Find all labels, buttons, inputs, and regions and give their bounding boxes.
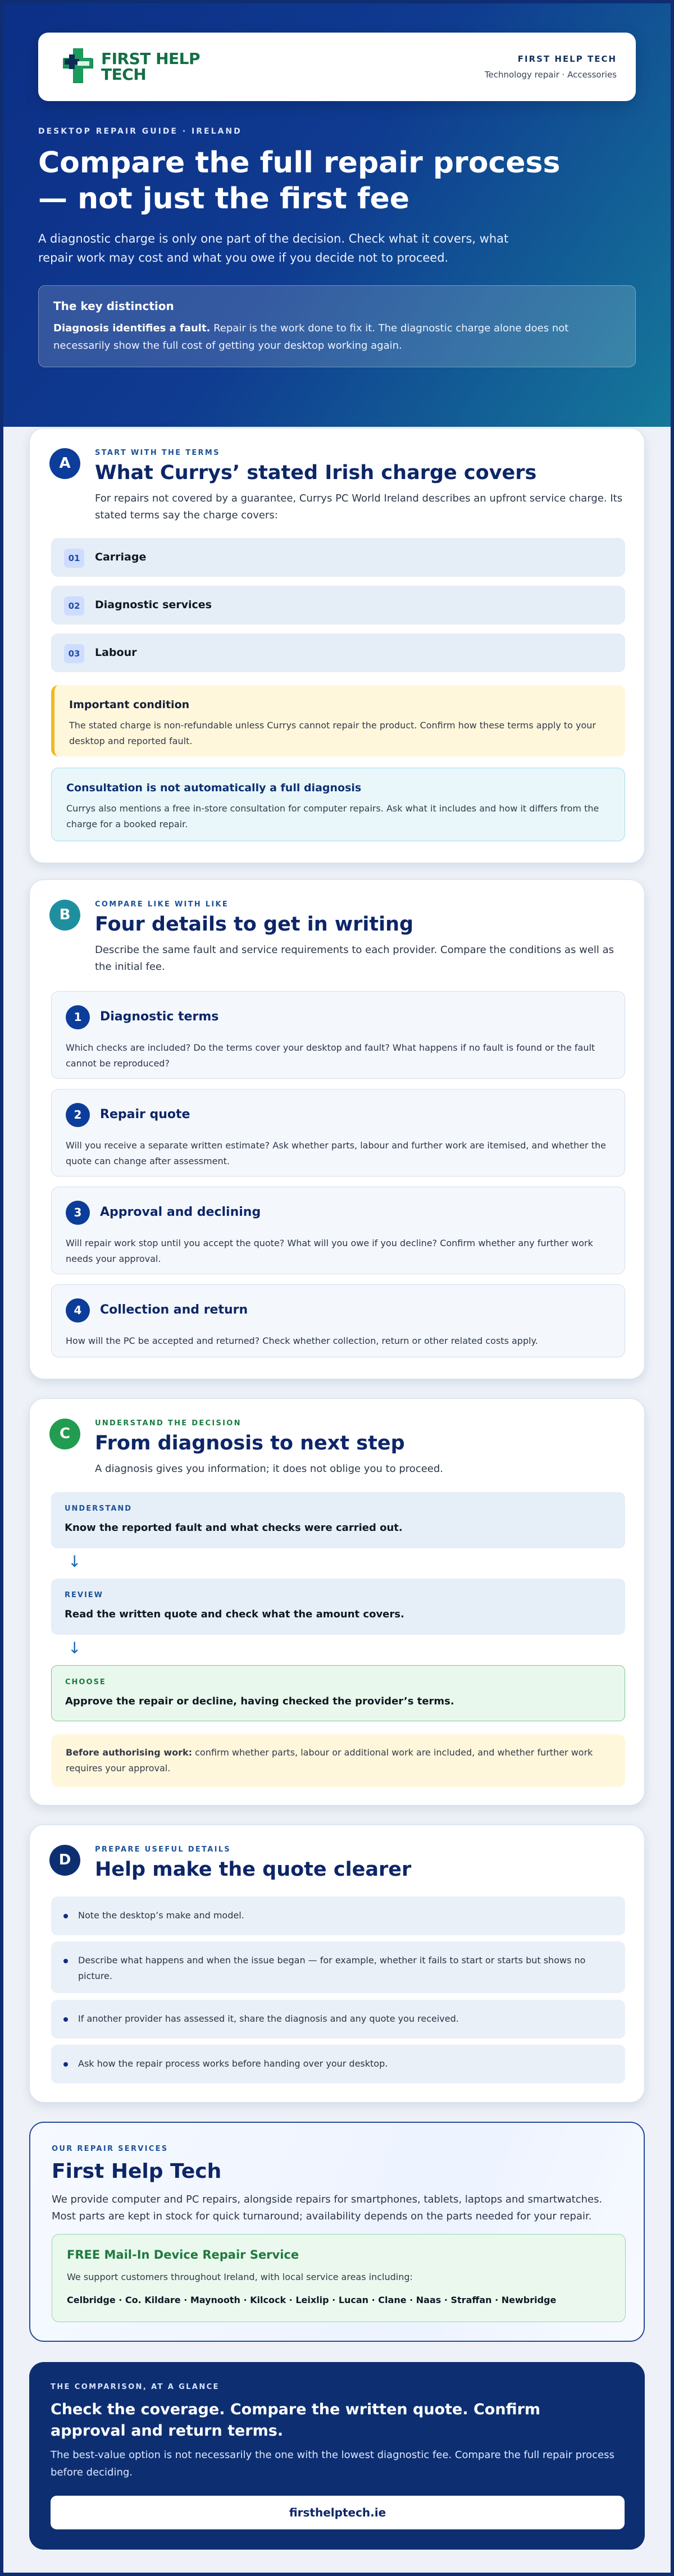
consultation-text: Currys also mentions a free in-store consultation for computer repairs. Ask what it includes and how it differs from the charge for a booked repair.	[66, 803, 599, 829]
decision-step-choose	[51, 1665, 625, 1721]
quote-tip	[51, 2000, 625, 2039]
detail-number: 4	[66, 1298, 90, 1323]
section-c-title: From diagnosis to next step	[95, 1432, 405, 1455]
quote-tip	[51, 2045, 625, 2083]
section-d-kicker: PREPARE USEFUL DETAILS	[95, 1845, 231, 1854]
hero-intro: A diagnostic charge is only one part of the decision. Check what it covers, what repair work may cost and what you owe if you decide not to proceed.	[38, 232, 509, 265]
section-d	[29, 1825, 645, 2103]
section-a	[29, 428, 645, 863]
section-c	[29, 1398, 645, 1806]
detail-text: Will you receive a separate written estimate? Ask whether parts, labour and further work are itemised, and whether the quote can change after assessment.	[66, 1140, 606, 1166]
section-b-title: Four details to get in writing	[95, 913, 414, 936]
mail-in-service-title: FREE Mail-In Device Repair Service	[67, 2248, 299, 2262]
coverage-label: Diagnostic services	[95, 599, 212, 611]
first-help-tech-logo[interactable]	[61, 47, 201, 87]
coverage-item-diagnostic-services	[51, 586, 625, 624]
coverage-label: Carriage	[95, 551, 147, 563]
coverage-number: 02	[64, 596, 84, 615]
key-distinction-emphasis: Diagnosis identifies a fault.	[53, 322, 211, 334]
coverage-number: 01	[64, 549, 84, 568]
section-c-kicker: UNDERSTAND THE DECISION	[95, 1419, 242, 1428]
section-c-lead: A diagnosis gives you information; it does not oblige you to proceed.	[95, 1463, 444, 1475]
quote-tip-text: Note the desktop’s make and model.	[78, 1910, 244, 1921]
bullet-icon	[63, 2017, 68, 2022]
summary-text: The best-value option is not necessarily the one with the lowest diagnostic fee. Compare the full repair process before deciding.	[51, 2449, 614, 2478]
before-authorising-body: confirm whether parts, labour or additional work are included, and whether further work requires your approval.	[66, 1747, 593, 1773]
quote-tip	[51, 1941, 625, 1993]
website-button[interactable]: firsthelptech.ie	[51, 2496, 625, 2529]
step-text: Know the reported fault and what checks were carried out.	[65, 1522, 403, 1534]
hero-section	[0, 0, 674, 427]
important-condition-callout	[51, 685, 625, 756]
detail-number: 2	[66, 1103, 90, 1127]
section-c-badge: C	[49, 1419, 80, 1449]
section-d-title: Help make the quote clearer	[95, 1858, 412, 1881]
header-brand	[485, 54, 617, 80]
quote-tip-text: If another provider has assessed it, share the diagnosis and any quote you received.	[78, 2013, 459, 2024]
key-distinction-title: The key distinction	[53, 299, 174, 313]
detail-heading: Collection and return	[100, 1303, 248, 1317]
medical-cross-logo-icon	[61, 47, 95, 85]
section-a-title: What Currys’ stated Irish charge covers	[95, 462, 537, 484]
step-kicker: UNDERSTAND	[65, 1504, 133, 1513]
header-tagline: Technology repair · Accessories	[484, 70, 617, 80]
key-distinction-text	[53, 320, 598, 354]
quote-tip-text: Describe what happens and when the issue began — for example, whether it fails to start or starts but shows no picture.	[78, 1955, 586, 1981]
coverage-number: 03	[64, 644, 84, 663]
detail-heading: Diagnostic terms	[100, 1010, 219, 1024]
before-authorising-text	[66, 1745, 605, 1776]
consultation-callout	[51, 768, 625, 841]
consultation-title: Consultation is not automatically a full diagnosis	[66, 782, 362, 794]
section-b-lead: Describe the same fault and service requirements to each provider. Compare the conditions as well as the initial fee.	[95, 944, 614, 973]
before-authorising-callout	[51, 1734, 625, 1787]
detail-card-repair-quote	[51, 1089, 625, 1177]
page-title: Compare the full repair process — not just the first fee	[38, 146, 561, 216]
important-condition-title: Important condition	[69, 699, 190, 711]
quote-tip	[51, 1896, 625, 1935]
section-a-badge: A	[49, 448, 80, 479]
detail-number: 3	[66, 1201, 90, 1225]
bullet-icon	[63, 2062, 68, 2067]
header-brand-name: FIRST HELP TECH	[517, 54, 617, 64]
site-header	[38, 33, 636, 101]
down-arrow-icon: ↓	[68, 1639, 81, 1657]
summary-title: Check the coverage. Compare the written quote. Confirm approval and return terms.	[51, 2401, 541, 2440]
key-distinction-callout	[38, 285, 636, 367]
step-text: Read the written quote and check what the amount covers.	[65, 1608, 404, 1620]
down-arrow-icon: ↓	[68, 1552, 81, 1571]
logo-wordmark: FIRST HELP TECH	[101, 49, 201, 84]
detail-heading: Approval and declining	[100, 1205, 261, 1219]
summary-kicker: THE COMPARISON, AT A GLANCE	[51, 2383, 220, 2391]
detail-card-collection-return	[51, 1284, 625, 1357]
section-b-kicker: COMPARE LIKE WITH LIKE	[95, 900, 229, 909]
before-authorising-emphasis: Before authorising work:	[66, 1747, 193, 1758]
section-a-kicker: START WITH THE TERMS	[95, 449, 220, 457]
hero-eyebrow: DESKTOP REPAIR GUIDE · IRELAND	[38, 127, 242, 136]
detail-card-approval-declining	[51, 1187, 625, 1274]
section-b-badge: B	[49, 900, 80, 931]
mail-in-service-text: We support customers throughout Ireland, with local service areas including:	[67, 2272, 413, 2282]
bullet-icon	[63, 1914, 68, 1918]
mail-in-service-callout	[52, 2234, 626, 2322]
step-kicker: CHOOSE	[65, 1678, 106, 1686]
repair-services-text: We provide computer and PC repairs, alongside repairs for smartphones, tablets, laptops and smartwatches. Most parts are kept in stock for quick turnaround; availability depends on the parts needed for your repair.	[52, 2194, 603, 2222]
coverage-item-labour	[51, 633, 625, 672]
repair-services-kicker: OUR REPAIR SERVICES	[52, 2145, 168, 2153]
detail-number: 1	[66, 1005, 90, 1029]
important-condition-text: The stated charge is non-refundable unless Currys cannot repair the product. Confirm how these terms apply to your desktop and reported fault.	[69, 720, 596, 746]
detail-text: Will repair work stop until you accept the quote? What will you owe if you decline? Confirm whether any further work needs your approval.	[66, 1238, 593, 1264]
bullet-icon	[63, 1959, 68, 1963]
section-a-lead: For repairs not covered by a guarantee, Currys PC World Ireland describes an upfront service charge. Its stated terms say the charge covers:	[95, 493, 623, 521]
section-d-badge: D	[49, 1845, 80, 1876]
key-distinction-body: Repair is the work done to fix it. The diagnostic charge alone does not necessarily show the full cost of getting your desktop working again.	[53, 322, 569, 352]
service-areas: Celbridge · Co. Kildare · Maynooth · Kilcock · Leixlip · Lucan · Clane · Naas · Straffan · Newbridge	[67, 2295, 557, 2305]
repair-services-title: First Help Tech	[52, 2160, 222, 2183]
step-kicker: REVIEW	[65, 1591, 104, 1599]
quote-tip-text: Ask how the repair process works before handing over your desktop.	[78, 2058, 388, 2069]
decision-step-understand	[51, 1492, 625, 1548]
repair-services-panel	[29, 2122, 645, 2342]
decision-step-review	[51, 1579, 625, 1635]
detail-heading: Repair quote	[100, 1107, 190, 1121]
coverage-label: Labour	[95, 646, 137, 659]
section-b	[29, 879, 645, 1379]
comparison-summary	[29, 2362, 645, 2550]
detail-text: How will the PC be accepted and returned? Check whether collection, return or other related costs apply.	[66, 1335, 538, 1346]
detail-card-diagnostic-terms	[51, 991, 625, 1079]
coverage-item-carriage	[51, 538, 625, 577]
detail-text: Which checks are included? Do the terms cover your desktop and fault? What happens if no fault is found or the fault cannot be reproduced?	[66, 1042, 595, 1069]
step-text: Approve the repair or decline, having checked the provider’s terms.	[65, 1695, 454, 1707]
